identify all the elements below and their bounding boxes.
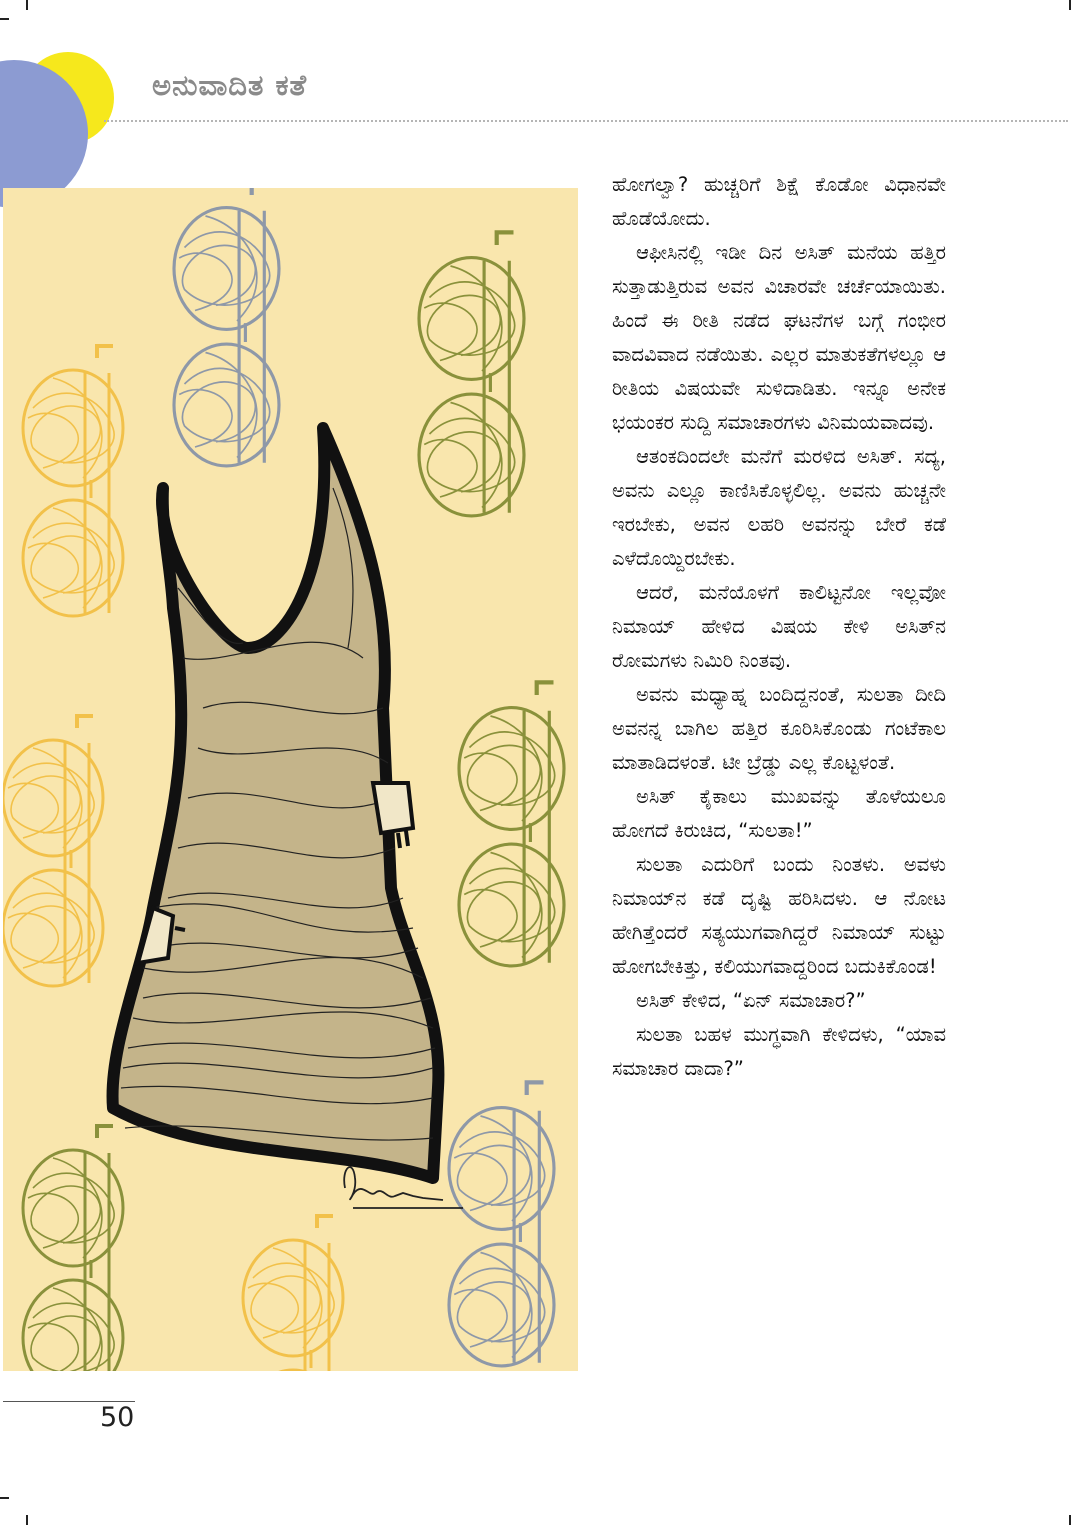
- article-paragraph: ಅವನು ಮಧ್ಯಾಹ್ನ ಬಂದಿದ್ದನಂತೆ, ಸುಲತಾ ದೀದಿ ಅವನನ್ನ ಬಾಗಿಲ ಹತ್ತಿರ ಕೂರಿಸಿಕೊಂಡು ಗಂಟೆಕಾಲ ಮಾತಾಡಿದಳಂತೆ. ಟೀ ಬ್ರೆಡ್ಡು ಎಲ್ಲ ಕೊಟ್ಟಳಂತೆ.: [612, 683, 946, 774]
- sunglasses-doodle-grey-bottom-right: [449, 1082, 554, 1366]
- sunglasses-doodle-yellow-left-lower: [3, 716, 103, 986]
- page-number: 50: [100, 1402, 135, 1433]
- sunglasses-doodle-olive-top-right: [419, 232, 524, 516]
- crop-mark: [1069, 0, 1071, 10]
- sunglasses-doodle-olive-right-middle: [459, 682, 564, 965]
- article-paragraph: ಹೋಗಲ್ವಾ? ಹುಚ್ಚರಿಗೆ ಶಿಕ್ಷೆ ಕೊಡೋ ವಿಧಾನವೇ ಹೊಡೆಯೋದು.: [612, 173, 946, 230]
- sunglasses-doodle-olive-bottom-left: [23, 1126, 123, 1371]
- article-body: [612, 168, 946, 1086]
- article-paragraph: ಆಫೀಸಿನಲ್ಲಿ ಇಡೀ ದಿನ ಅಸಿತ್ ಮನೆಯ ಹತ್ತಿರ ಸುತ್ತಾಡುತ್ತಿರುವ ಅವನ ವಿಚಾರವೇ ಚರ್ಚೆಯಾಯಿತು. ಹಿಂದೆ ಈ ರೀತಿ ನಡೆದ ಘಟನೆಗಳ ಬಗ್ಗೆ ಗಂಭೀರ ವಾದವಿವಾದ ನಡೆಯಿತು. ಎಲ್ಲರ ಮಾತುಕತೆಗಳಲ್ಲೂ ಆ ರೀತಿಯ ವಿಷಯವೇ ಸುಳಿದಾಡಿತು. ಇನ್ನೂ ಅನೇಕ ಭಯಂಕರ ಸುದ್ದಿ ಸಮಾಚಾರಗಳು ವಿನಿಮಯವಾದವು.: [612, 241, 946, 434]
- sunglasses-doodle-grey-top: [174, 188, 279, 466]
- crop-mark: [26, 1515, 28, 1525]
- sunglasses-doodle-yellow-left-upper: [23, 346, 123, 616]
- story-illustration: [3, 188, 578, 1371]
- article-paragraph: ಅಸಿತ್ ಕೇಳಿದ, “ಏನ್ ಸಮಾಚಾರ?”: [636, 989, 866, 1012]
- crop-mark: [0, 18, 9, 20]
- article-paragraph: ಆತಂಕದಿಂದಲೇ ಮನೆಗೆ ಮರಳಿದ ಅಸಿತ್. ಸದ್ಯ, ಅವನು ಎಲ್ಲೂ ಕಾಣಿಸಿಕೊಳ್ಳಲಿಲ್ಲ. ಅವನು ಹುಚ್ಚನೇ ಇರಬೇಕು, ಅವನ ಲಹರಿ ಅವನನ್ನು ಬೇರೆ ಕಡೆ ಎಳೆದೊಯ್ದಿರಬೇಕು.: [612, 445, 946, 570]
- sunglasses-doodle-yellow-bottom: [243, 1216, 343, 1371]
- crop-mark: [0, 1497, 9, 1499]
- dress-drawing: [113, 428, 439, 1178]
- crop-mark: [1069, 1515, 1071, 1525]
- article-paragraph: ಸುಲತಾ ಬಹಳ ಮುಗ್ಧವಾಗಿ ಕೇಳಿದಳು, “ಯಾವ ಸಮಾಚಾರ ದಾದಾ?”: [612, 1023, 946, 1080]
- illustration-canvas: [3, 188, 578, 1371]
- article-paragraph: ಆದರೆ, ಮನೆಯೊಳಗೆ ಕಾಲಿಟ್ಟನೋ ಇಲ್ಲವೋ ನಿಮಾಯ್ ಹೇಳಿದ ವಿಷಯ ಕೇಳಿ ಅಸಿತ್‌ನ ರೋಮಗಳು ನಿಮಿರಿ ನಿಂತವು.: [612, 581, 946, 672]
- header-dotted-divider: [104, 120, 1068, 122]
- crop-mark: [26, 0, 28, 10]
- article-paragraph: ಸುಲತಾ ಎದುರಿಗೆ ಬಂದು ನಿಂತಳು. ಅವಳು ನಿಮಾಯ್‌ನ ಕಡೆ ದೃಷ್ಟಿ ಹರಿಸಿದಳು. ಆ ನೋಟ ಹೇಗಿತ್ತೆಂದರೆ ಸತ್ಯಯುಗವಾಗಿದ್ದರೆ ನಿಮಾಯ್ ಸುಟ್ಟು ಹೋಗಬೇಕಿತ್ತು, ಕಲಿಯುಗವಾದ್ದರಿಂದ ಬದುಕಿಕೊಂಡ!: [612, 853, 946, 978]
- section-title: ಅನುವಾದಿತ ಕತೆ: [152, 68, 308, 102]
- article-paragraph: ಅಸಿತ್ ಕೈಕಾಲು ಮುಖವನ್ನು ತೊಳೆಯಲೂ ಹೋಗದೆ ಕಿರುಚಿದ, “ಸುಲತಾ!”: [612, 785, 946, 842]
